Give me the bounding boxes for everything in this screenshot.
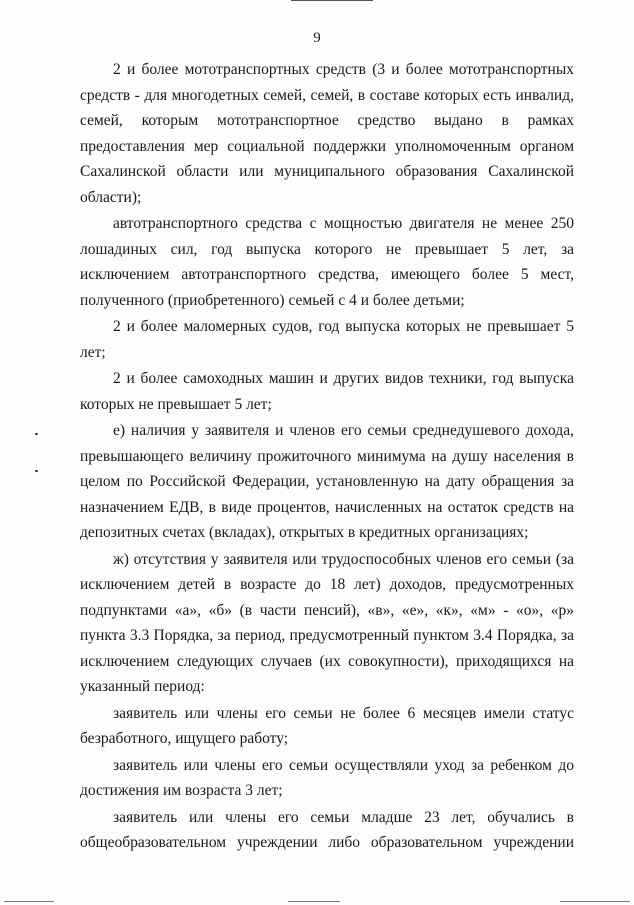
page-number: 9	[313, 30, 321, 46]
paragraph-item-zh: ж) отсутствия у заявителя или трудоспособных членов его семьи (за исключением детей в возрасте до 18 лет) доходов, предусмотренных подпунктами «а», «б» (в части пенсий), «в», «е», «к», «м» - «о», «р» пункта 3.3 Порядка, за период, предусмотренный пунктом 3.4 Порядка, за исключением следующих случаев (их совокупности), приходящихся на указанный период:	[80, 550, 574, 695]
bottom-scan-rule-left	[4, 901, 54, 902]
scan-speck	[35, 433, 38, 435]
paragraph-small-vessels: 2 и более маломерных судов, год выпуска которых не превышает 5 лет;	[80, 318, 574, 361]
paragraph-mototransport: 2 и более мототранспортных средств (3 и более мототранспортных средств - для многодетных семей, семей, в составе которых есть инвалид, семей, которым мототранспортное средство выдано в рамках предоставления мер социальной поддержки уполномоченным органом Сахалинской области или муниципального образования Сахалинской области);	[80, 61, 574, 206]
document-body	[80, 57, 574, 857]
paragraph-item-e: е) наличия у заявителя и членов его семьи среднедушевого дохода, превышающего величину прожиточного минимума на душу населения в целом по Российской Федерации, установленную на дату обращения за назначением ЕДВ, в виде процентов, начисленных на остаток средств на депозитных счетах (вкладах), открытых в кредитных организациях;	[80, 422, 574, 541]
paragraph-autotransport: автотранспортного средства с мощностью двигателя не менее 250 лошадиных сил, год выпуска которого не превышает 5 лет, за исключением автотранспортного средства, имеющего более 5 мест, полученного (приобретенного) семьей с 4 и более детьми;	[80, 215, 574, 309]
top-scan-rule	[291, 0, 373, 1]
paragraph-unemployed: заявитель или члены его семьи не более 6 месяцев имели статус безработного, ищущего работу;	[80, 704, 574, 747]
bottom-scan-rule-center	[288, 901, 340, 902]
paragraph-self-propelled: 2 и более самоходных машин и других видов техники, год выпуска которых не превышает 5 лет;	[80, 370, 574, 413]
paragraph-childcare: заявитель или члены его семьи осуществляли уход за ребенком до достижения им возраста 3 лет;	[80, 756, 574, 799]
bottom-scan-rule-right	[560, 901, 630, 902]
scan-speck	[35, 470, 38, 472]
paragraph-students: заявитель или члены его семьи младше 23 лет, обучались в общеобразовательном учреждении либо образовательном учреждении	[80, 808, 574, 851]
